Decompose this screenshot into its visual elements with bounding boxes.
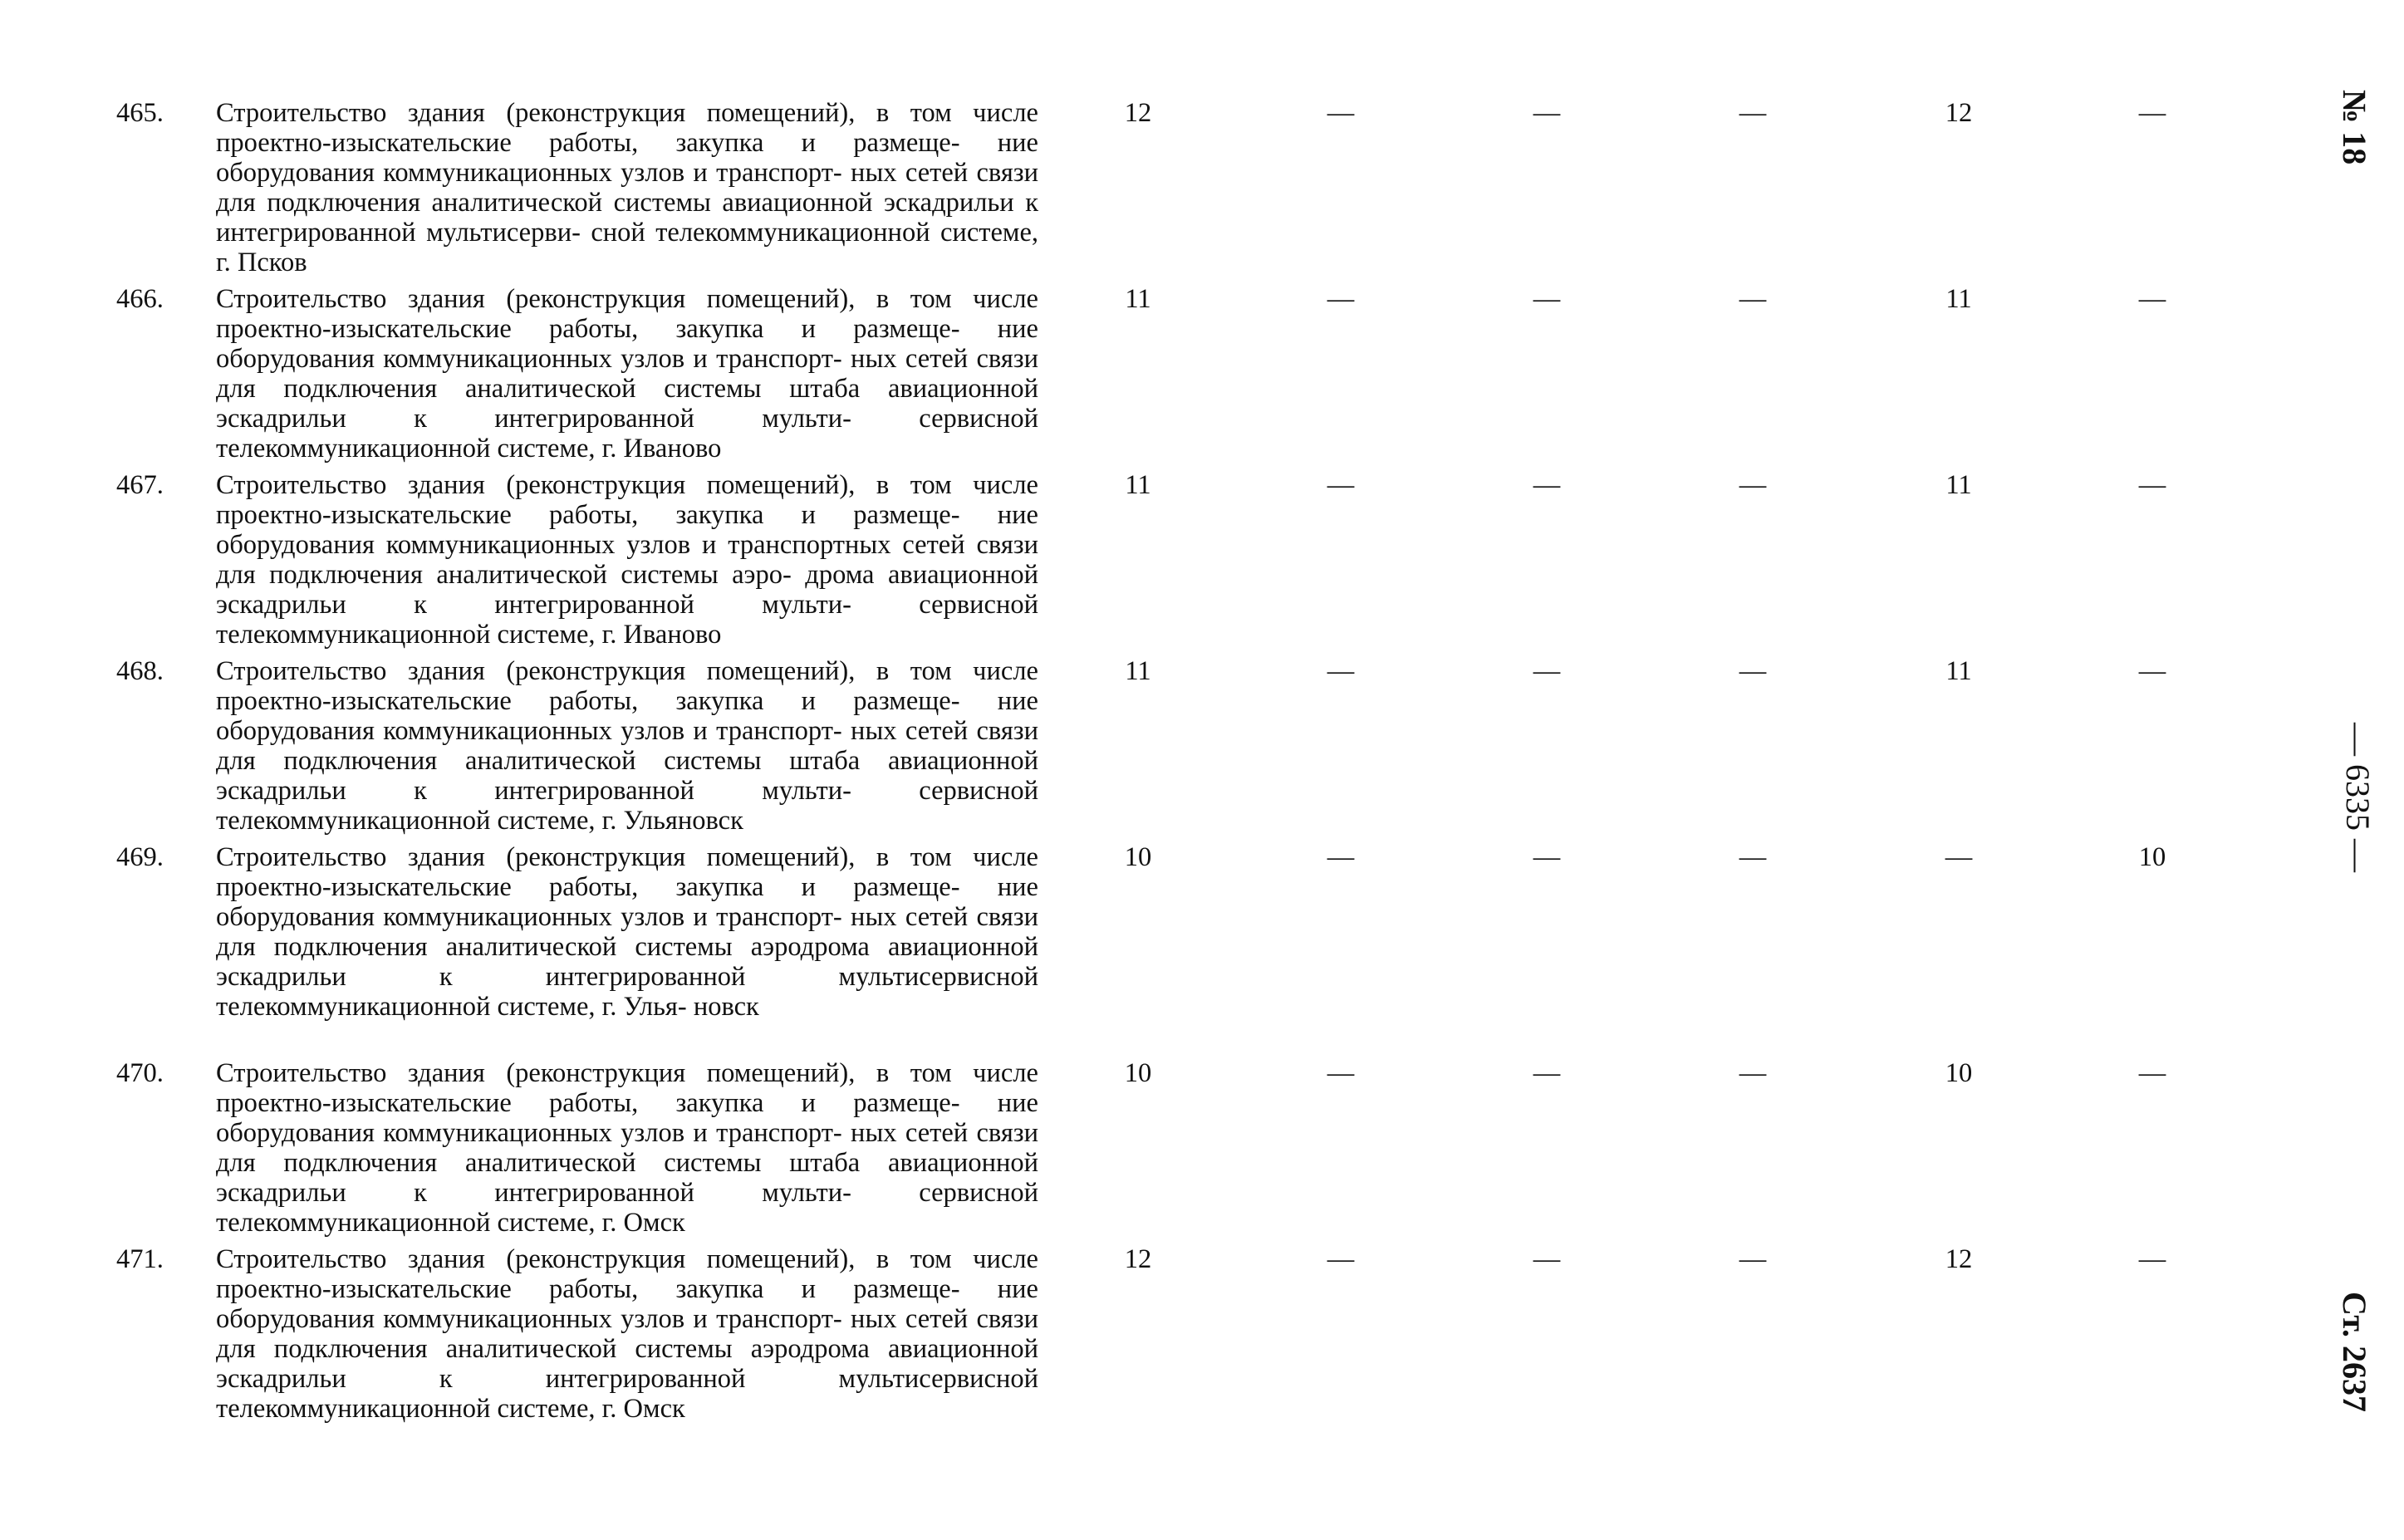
value-col-3: — bbox=[1533, 842, 1561, 872]
row-number: 468. bbox=[116, 656, 164, 686]
value-col-4: — bbox=[1739, 98, 1767, 128]
value-col-2: — bbox=[1327, 842, 1355, 872]
value-col-4: — bbox=[1739, 1244, 1767, 1274]
value-col-3: — bbox=[1533, 656, 1561, 686]
value-col-5: 12 bbox=[1945, 1244, 1973, 1274]
value-col-2: — bbox=[1327, 1244, 1355, 1274]
row-number: 470. bbox=[116, 1058, 164, 1088]
table-row bbox=[116, 98, 2243, 284]
row-description: Строительство здания (реконструкция помещений), в том числе проектно-изыскательские работы, закупка и размеще- ние оборудования коммуникационных узлов и транспортных сетей связи для подключения аналитической системы аэро- дрома авиационной эскадрильи к интегрированной мульти- сервисной телекоммуникационной системе, г. Иваново bbox=[216, 470, 1038, 650]
value-col-6: — bbox=[2138, 98, 2166, 128]
value-col-4: — bbox=[1739, 1058, 1767, 1088]
issue-label: № 18 bbox=[2336, 90, 2373, 165]
value-col-6: — bbox=[2138, 1244, 2166, 1274]
value-col-6: 10 bbox=[2138, 842, 2166, 872]
table-row bbox=[116, 284, 2243, 470]
value-col-6: — bbox=[2138, 1058, 2166, 1088]
value-col-1: 10 bbox=[1124, 842, 1152, 872]
table-body bbox=[116, 98, 2243, 1424]
row-number: 465. bbox=[116, 98, 164, 128]
table-row bbox=[116, 1058, 2243, 1244]
value-col-5: 10 bbox=[1945, 1058, 1973, 1088]
value-col-4: — bbox=[1739, 470, 1767, 500]
table-row bbox=[116, 842, 2243, 1058]
value-col-2: — bbox=[1327, 284, 1355, 314]
value-col-1: 11 bbox=[1125, 470, 1151, 500]
value-col-6: — bbox=[2138, 470, 2166, 500]
value-col-1: 12 bbox=[1124, 98, 1152, 128]
row-number: 471. bbox=[116, 1244, 164, 1274]
row-description: Строительство здания (реконструкция помещений), в том числе проектно-изыскательские работы, закупка и размеще- ние оборудования коммуникационных узлов и транспорт- ных сетей связи для подключения аналитической системы авиационной эскадрильи к интегрированной мультисерви- сной телекоммуникационной системе, г. Псков bbox=[216, 98, 1038, 277]
table-row bbox=[116, 656, 2243, 842]
row-description: Строительство здания (реконструкция помещений), в том числе проектно-изыскательские работы, закупка и размеще- ние оборудования коммуникационных узлов и транспорт- ных сетей связи для подключения аналитической системы штаба авиационной эскадрильи к интегрированной мульти- сервисной телекоммуникационной системе, г. Омск bbox=[216, 1058, 1038, 1238]
value-col-4: — bbox=[1739, 284, 1767, 314]
value-col-5: — bbox=[1945, 842, 1973, 872]
value-col-4: — bbox=[1739, 656, 1767, 686]
row-description: Строительство здания (реконструкция помещений), в том числе проектно-изыскательские работы, закупка и размеще- ние оборудования коммуникационных узлов и транспорт- ных сетей связи для подключения аналитической системы аэродрома авиационной эскадрильи к интегрированной мультисервисной телекоммуникационной системе, г. Омск bbox=[216, 1244, 1038, 1424]
value-col-2: — bbox=[1327, 1058, 1355, 1088]
value-col-5: 11 bbox=[1945, 656, 1972, 686]
row-number: 467. bbox=[116, 470, 164, 500]
value-col-5: 11 bbox=[1945, 470, 1972, 500]
value-col-6: — bbox=[2138, 656, 2166, 686]
value-col-3: — bbox=[1533, 1244, 1561, 1274]
article-label: Ст. 2637 bbox=[2336, 1292, 2373, 1412]
value-col-1: 12 bbox=[1124, 1244, 1152, 1274]
value-col-2: — bbox=[1327, 470, 1355, 500]
value-col-2: — bbox=[1327, 98, 1355, 128]
value-col-3: — bbox=[1533, 98, 1561, 128]
value-col-5: 12 bbox=[1945, 98, 1973, 128]
value-col-3: — bbox=[1533, 1058, 1561, 1088]
value-col-3: — bbox=[1533, 470, 1561, 500]
row-description: Строительство здания (реконструкция помещений), в том числе проектно-изыскательские работы, закупка и размеще- ние оборудования коммуникационных узлов и транспорт- ных сетей связи для подключения аналитической системы аэродрома авиационной эскадрильи к интегрированной мультисервисной телекоммуникационной системе, г. Улья- новск bbox=[216, 842, 1038, 1022]
value-col-1: 10 bbox=[1124, 1058, 1152, 1088]
value-col-3: — bbox=[1533, 284, 1561, 314]
value-col-2: — bbox=[1327, 656, 1355, 686]
expenditure-table bbox=[116, 98, 2243, 1424]
page-number: — 6335 — bbox=[2339, 723, 2377, 872]
value-col-1: 11 bbox=[1125, 284, 1151, 314]
table-row bbox=[116, 470, 2243, 656]
row-description: Строительство здания (реконструкция помещений), в том числе проектно-изыскательские работы, закупка и размеще- ние оборудования коммуникационных узлов и транспорт- ных сетей связи для подключения аналитической системы штаба авиационной эскадрильи к интегрированной мульти- сервисной телекоммуникационной системе, г. Иваново bbox=[216, 284, 1038, 463]
row-description: Строительство здания (реконструкция помещений), в том числе проектно-изыскательские работы, закупка и размеще- ние оборудования коммуникационных узлов и транспорт- ных сетей связи для подключения аналитической системы штаба авиационной эскадрильи к интегрированной мульти- сервисной телекоммуникационной системе, г. Ульяновск bbox=[216, 656, 1038, 836]
row-number: 466. bbox=[116, 284, 164, 314]
value-col-6: — bbox=[2138, 284, 2166, 314]
row-number: 469. bbox=[116, 842, 164, 872]
value-col-5: 11 bbox=[1945, 284, 1972, 314]
table-row bbox=[116, 1244, 2243, 1424]
value-col-4: — bbox=[1739, 842, 1767, 872]
value-col-1: 11 bbox=[1125, 656, 1151, 686]
